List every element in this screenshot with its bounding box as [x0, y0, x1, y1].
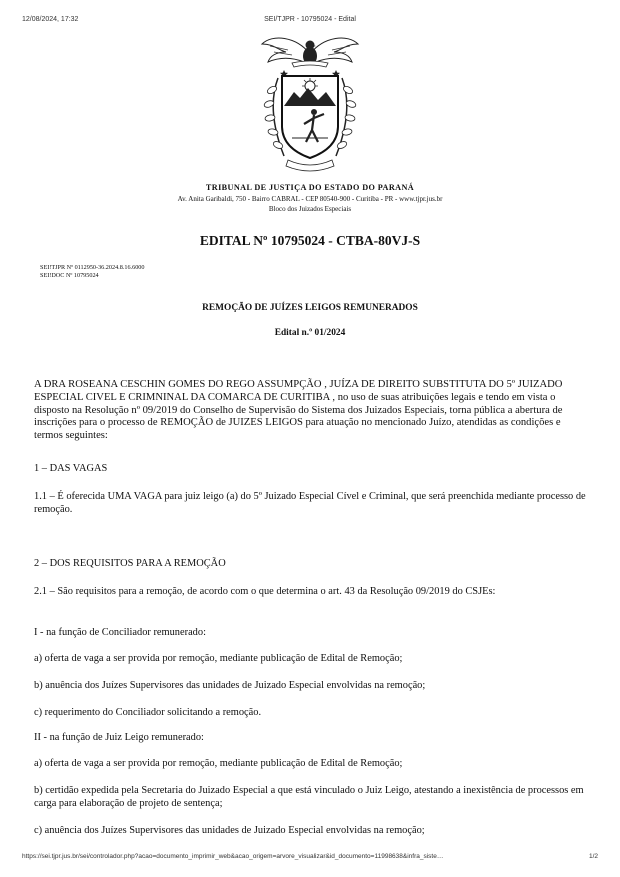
edital-number: Edital n.º 01/2024: [274, 328, 346, 338]
section-2-title: 2 – DOS REQUISITOS PARA A REMOÇÃO: [34, 558, 226, 569]
item-I-b: b) anuência dos Juízes Supervisores das unidades de Juizado Especial envolvidas na remoção;: [34, 680, 426, 691]
section-2-1: 2.1 – São requisitos para a remoção, de acordo com o que determina o art. 43 da Resolução 09/2019 do CSJEs:: [34, 586, 496, 597]
print-url: https://sei.tjpr.jus.br/sei/controlador.php?acao=documento_imprimir_web&acao_origem=arvore_visualizar&id_documento=11998638&infra_siste…: [22, 853, 444, 860]
item-I-c: c) requerimento do Conciliador solicitando a remoção.: [34, 707, 262, 718]
section-1-1: 1.1 – É oferecida UMA VAGA para juiz leigo (a) do 5º Juizado Especial Cível e Criminal, que será preenchida mediante processo de remoção.: [34, 491, 586, 515]
organization-department: Bloco dos Juizados Especiais: [268, 205, 352, 213]
section-1-title: 1 – DAS VAGAS: [34, 463, 108, 474]
sei-metadata: [40, 264, 144, 280]
item-II: II - na função de Juiz Leigo remunerado:: [34, 732, 204, 743]
sei-doc-number: SEI!DOC Nº 10795024: [40, 272, 99, 279]
intro-paragraph: A DRA ROSEANA CESCHIN GOMES DO REGO ASSUMPÇÃO , JUÍZA DE DIREITO SUBSTITUTA DO 5º JUIZADO ESPECIAL CIVEL E CRIMNINAL DA COMARCA DE CURITIBA , no uso de suas atribuições legais e tendo em vista o disposto na Resolução nº 09/2019 do Conselho de Supervisão do Sistema dos Juizados Especiais, torna pública a abertura de inscrições para o processo de REMOÇÃO de JUIZES LEIGOS para atuação no mencionado Juízo, atendidas as condições e termos seguintes:: [34, 379, 563, 442]
print-datetime: 12/08/2024, 17:32: [22, 16, 79, 23]
letterhead: [60, 183, 560, 215]
item-II-c: c) anuência dos Juízes Supervisores das unidades de Juizado Especial envolvidas na remoção;: [34, 825, 425, 836]
organization-address: Av. Anita Garibaldi, 750 - Bairro CABRAL - CEP 80540-900 - Curitiba - PR - www.tjpr.jus.br: [177, 194, 443, 203]
document-title: EDITAL Nº 10795024 - CTBA-80VJ-S: [199, 233, 421, 248]
print-doc-title: SEI/TJPR - 10795024 - Edital: [264, 16, 356, 23]
sei-process-number: SEI!TJPR Nº 0112950-36.2024.8.16.6000: [40, 264, 145, 271]
parana-coat-of-arms-icon: [248, 30, 372, 180]
document-subject: REMOÇÃO DE JUÍZES LEIGOS REMUNERADOS: [202, 303, 418, 313]
organization-name: TRIBUNAL DE JUSTIÇA DO ESTADO DO PARANÁ: [205, 183, 415, 192]
page-number: 1/2: [588, 853, 598, 860]
item-I-a: a) oferta de vaga a ser provida por remoção, mediante publicação de Edital de Remoção;: [34, 653, 403, 664]
item-II-a: a) oferta de vaga a ser provida por remoção, mediante publicação de Edital de Remoção;: [34, 758, 403, 769]
item-II-b: b) certidão expedida pela Secretaria do Juizado Especial a que está vinculado o Juiz Leigo, atestando a inexistência de processos em carga para elaboração de projeto de sentença;: [34, 785, 584, 809]
item-I: I - na função de Conciliador remunerado:: [34, 627, 206, 638]
